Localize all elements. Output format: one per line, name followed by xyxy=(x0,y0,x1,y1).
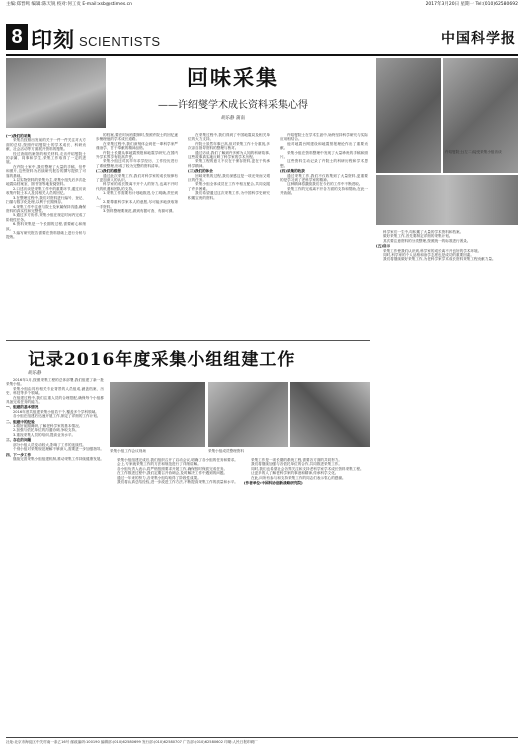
paragraph: 在许院士家中,我们整理了大量的手稿、信件和照片,这些资料为后续研究报告的撰写提供了可靠的基础。 xyxy=(6,164,86,178)
paragraph: 通过采集工作,我们不仅收集到了大量资料,更重要的是学习到了老科学家的精神。 xyxy=(280,173,368,183)
subheading: (作者单位:中国科协创新战略研究院) xyxy=(244,481,303,486)
section-title-en: SCIENTISTS xyxy=(79,34,161,49)
paragraph: 2.加强与依托单位的沟通协调,争取支持。 xyxy=(13,428,79,433)
paragraph: 其次要注意资料的分类整理,按照统一的标准进行著录。 xyxy=(383,238,471,243)
paragraph: 6.资料采集是一个长期的过程,需要耐心和细致。 xyxy=(6,222,86,231)
subheading: 三、存在的问题 xyxy=(6,438,32,443)
subheading: (四)采集的收获 xyxy=(280,169,305,174)
paragraph: 采集小组组建完成后,我们组织召开了启动会议,明确了各小组的任务和要求。 xyxy=(117,458,238,462)
paragraph: 我们将认真总结经验,进一步改进工作方法,不断提高采集工作的质量和水平。 xyxy=(117,480,238,485)
paragraph: 我们将继续做好采集工作,为老科学家学术成长资料采集工程贡献力量。 xyxy=(383,257,496,262)
paragraph: 各小组在组建后迅速开展工作,制定了详细的工作计划。 xyxy=(13,414,101,419)
subheading: (二)我们的感想 xyxy=(96,169,121,174)
subheading: 四、下一步工作 xyxy=(6,452,32,457)
interview-photo-2 xyxy=(443,58,518,173)
paragraph: 同时,科学家的个人品格和治学态度也是成功的重要因素。 xyxy=(383,253,474,258)
team-photo-1 xyxy=(208,382,288,447)
paragraph: 1.采集工作需要有计划地推进,分工明确,责任到人。 xyxy=(96,191,178,200)
paragraph: 2016年度共组建采集小组若干个,覆盖多个学科领域。 xyxy=(13,409,99,414)
article2-byline: 胡乐静 xyxy=(28,371,42,376)
paragraph: 在采集过程中,我们深刻体会到老一辈科学家严谨治学、甘于奉献的精神品格。 xyxy=(96,141,178,151)
paragraph: 采集小组还对其早年求学经历、工作经历进行了系统整理,形成了较为完整的资料清单。 xyxy=(96,159,178,168)
article1-title: 回味采集 xyxy=(187,65,279,90)
paragraph: 回味采集的过程,我们深感这是一项光荣而又艰巨的任务。 xyxy=(188,173,270,183)
paragraph: 3.重视采集人员的培训,提高业务水平。 xyxy=(13,432,76,437)
paragraph: 让更多的人了解老科学家的事迹和精神,传承科学文化。 xyxy=(251,471,339,476)
subheading: (一)我们的采集 xyxy=(6,134,31,138)
header-left-text: 主编:郑晋鸣 编辑:陈天锐 校对:何工贡 E-mail:xsb@stimes.cn xyxy=(6,2,132,7)
paragraph: 继续完善采集小组组建机制,推动采集工作持续健康发展。 xyxy=(13,456,104,461)
paragraph: 采集工作的完成离不开各方面的支持和帮助,在此一并致谢。 xyxy=(280,186,368,196)
article1-column-1 xyxy=(6,133,86,336)
paragraph: 3.在整理过程中,我们对资料进行编号、登记、扫描与数字化处理,以利于长期保存。 xyxy=(6,195,86,205)
paragraph: 许院士虽然年事已高,但对采集工作十分重视,多次亲自指导资料的整理与核对。 xyxy=(188,141,270,151)
subheading: (五)启示 xyxy=(376,244,391,249)
paragraph: 在工作推进过程中,我们定期召开协调会,及时解决工作中遇到的问题。 xyxy=(117,471,228,476)
paragraph: 许院士长期从事地震预报和地震学研究,在国内外学术界享有较高声誉。 xyxy=(96,150,178,160)
paragraph: 1.以实物资料的采集为主,采集小组先后多次赴地震局档案室、图书馆等地查阅资料。 xyxy=(6,178,86,187)
page-number-badge: 8 xyxy=(6,24,28,50)
paragraph: 在此,向所有参与和支持采集工作的同志们表示衷心的感谢。 xyxy=(251,475,346,480)
paragraph: 我们希望通过这次采集工作,为中国科学史研究积累宝贵的资料。 xyxy=(188,191,270,200)
paragraph: 通过访谈,我们了解到许多鲜为人知的科研故事,这些故事真实地反映了科学家的学术历程。 xyxy=(188,150,270,160)
paragraph: 这些资料生动记录了许院士的科研历程和学术思想。 xyxy=(280,159,368,168)
paragraph: 采集小组全体成员在工作中相互配合,共同克服了许多困难。 xyxy=(188,182,270,191)
article1-column-3 xyxy=(188,133,270,336)
paragraph: 这种精神将激励我们在今后的工作中不断进取。 xyxy=(287,182,363,187)
article1-byline: 胡乐静 蒲南 xyxy=(221,116,245,121)
paragraph: 科学家们一生中,均积累了大量的学术资料和档案。 xyxy=(383,230,464,234)
article1-column-5 xyxy=(376,230,518,560)
paragraph: 做好采集工作,首先要制定详细的采集计划。 xyxy=(383,234,453,239)
paragraph: 他对地震台网建设和地震预报理论作出了重要贡献。 xyxy=(280,141,368,151)
paragraph: 的档案,要在时间有限制时,按照许院士的回忆逐步梳理他的学术成长道路。 xyxy=(96,133,178,142)
subheading: 一、组建的基本情况 xyxy=(6,405,39,410)
photo-top-right-caption: 许绍燮院士(左二)接受采集小组访谈 xyxy=(445,150,502,154)
paragraph: 采集员按照出发前的关于一件一件关注对大方面的总结,按照许绍燮院士的学术成长、科研贡献、社会活动等方面展开资料的搜集。 xyxy=(6,138,86,152)
paragraph: 在组建过程中,我们注重人员的合理搭配,确保每个小组都具备完成任务的能力。 xyxy=(6,395,104,405)
paragraph: 2.要尊重科学家本人的意愿,尽可能多地获取第一手资料。 xyxy=(96,200,178,209)
portrait-photo xyxy=(6,58,106,128)
article1-column-2 xyxy=(96,133,178,336)
paragraph: 部分小组人员变动较大,影响了工作的连续性。 xyxy=(13,442,87,447)
paragraph: 各小组负责人表示,将严格按照要求开展工作,确保按时保质完成任务。 xyxy=(117,466,228,471)
header-right-text: 2017年3月20日 星期一 Tel:(010)62580692 xyxy=(425,2,518,7)
page-footer: 社址:北京市海淀区中关村南一条乙16号 邮政编码:100190 编辑部:(010)62580699 发行部:(010)62580707 广告部:(010)62580602 印刷:人民日报印刷厂 xyxy=(6,737,518,745)
article2-column-1 xyxy=(6,378,104,733)
paragraph: 许绍燮院士在学术生涯中,始终坚持科学研究与实际应用相结合。 xyxy=(280,133,368,142)
paragraph: 5.通过多方协作,采集小组在规定时间内完成了阶段性任务。 xyxy=(6,213,86,222)
meeting-photo xyxy=(110,382,205,447)
paragraph: 1.做好前期调研,了解老科学家的基本情况。 xyxy=(13,424,83,429)
paragraph: 通过一年来的努力,各采集小组均取得了阶段性成果。 xyxy=(117,475,201,480)
section-title-cn: 印刻 xyxy=(31,27,75,52)
paragraph: 采集工作使我们认识到,科学家的成长离不开良好的学术环境。 xyxy=(383,248,482,253)
photo-bottom-mid-caption: 采集小组成员整理资料 xyxy=(208,449,244,453)
paragraph: 采集工作是一项长期的系统工程,需要各方面的共同努力。 xyxy=(251,458,342,462)
paragraph: 4.采集工作中注意与院士及家属保持沟通,确保资料的真实性和完整性。 xyxy=(6,204,86,213)
article1-column-4 xyxy=(280,133,368,336)
section-divider xyxy=(6,340,370,341)
paragraph: 采集小组由具有相关专业背景的人员组成,涵盖档案、历史、科技等多个领域。 xyxy=(6,386,104,396)
paragraph: 经过查阅档案馆的相关材料,走访许绍燮院士的亲属、同事和学生,采集工作取得了一定的进展。 xyxy=(6,151,86,165)
paragraph: 通过此次采集工作,我们对科学家的成长规律有了更加深入的认识。 xyxy=(96,173,178,183)
newspaper-masthead: 中国科学报 xyxy=(441,31,516,47)
paragraph: 科学家的成长既离不开个人的努力,也离不开时代的机遇和团队的支持。 xyxy=(96,182,178,191)
article2-column-2 xyxy=(110,458,238,733)
header-rule xyxy=(6,54,518,56)
page-header xyxy=(0,0,524,22)
paragraph: 同时,我们也希望社会各界关注和支持老科学家学术成长资料采集工程。 xyxy=(251,466,364,471)
paragraph: 2.口述访谈是采集工作中的重要环节,通过访谈收集许院士本人及其相关人员的回忆。 xyxy=(6,186,86,196)
paragraph: 个别小组对采集规范理解不够深入,需要进一步加强指导。 xyxy=(13,447,104,452)
interview-photo-1 xyxy=(376,58,441,173)
article2-title: 记录2016年度采集小组组建工作 xyxy=(28,350,296,370)
paragraph: 3.资料整理要规范,做到有据可查、有源可溯。 xyxy=(103,208,176,213)
team-photo-2 xyxy=(290,382,370,447)
paragraph: 7.编写研究报告需要在资料基础上进行分析与提炼。 xyxy=(6,230,86,240)
paragraph: 我们将继续加强与各依托单位的合作,共同推进采集工作。 xyxy=(251,462,342,467)
article1-subtitle: ——许绍燮学术成长资料采集心得 xyxy=(158,100,308,111)
paragraph: 采集工程的意义不仅在于保存资料,更在于传承科学精神。 xyxy=(188,159,270,168)
paragraph: 2016年1月,按照采集工程的总体部署,我们组建了新一批采集小组。 xyxy=(6,378,104,387)
paragraph: 会上,专家就采集工作的方法和规范进行了详细讲解。 xyxy=(117,462,201,467)
photo-bottom-left-caption: 采集小组工作会议现场 xyxy=(110,449,146,453)
subheading: 二、组建中的经验 xyxy=(6,419,35,424)
paragraph: 采集小组在资料整理中发现了大量珍贵的手稿和照片。 xyxy=(280,150,368,160)
archive-photo xyxy=(376,175,518,225)
article2-column-3 xyxy=(244,458,370,733)
subheading: (三)我们的体会 xyxy=(188,169,213,174)
paragraph: 在采集过程中,我们得到了中国地震局及相关单位的大力支持。 xyxy=(188,133,270,142)
